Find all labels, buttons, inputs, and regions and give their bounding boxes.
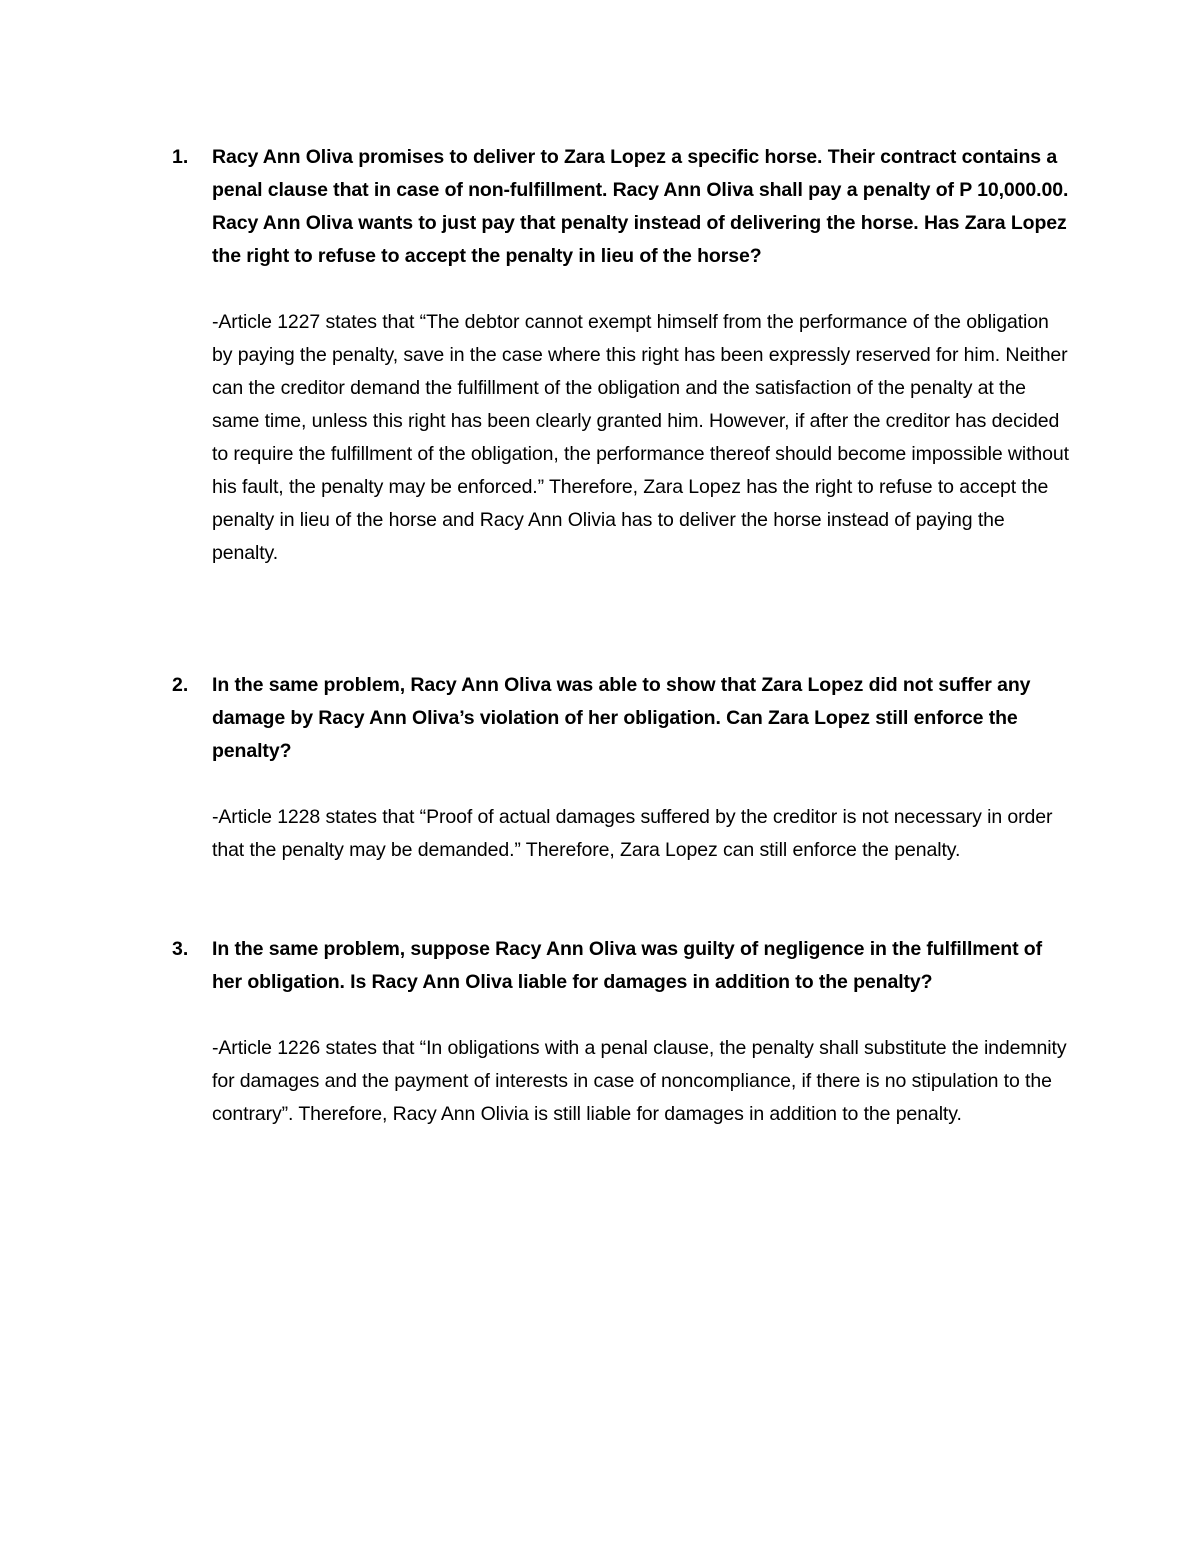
question-text: Racy Ann Oliva promises to deliver to Zara Lopez a specific horse. Their contract contains a penal clause that in case of non-fulfillment. Racy Ann Oliva shall pay a penalty of P 10,000.00. Racy Ann Oliva wants to just pay that penalty instead of delivering the horse. Has Zara Lopez the right to refuse to accept the penalty in lieu of the horse? bbox=[212, 146, 1069, 267]
question-text: In the same problem, suppose Racy Ann Oliva was guilty of negligence in the fulfillment of her obligation. Is Racy Ann Oliva liable for damages in addition to the penalty? bbox=[212, 938, 1042, 993]
qa-item-2 bbox=[172, 669, 1072, 867]
qa-item-3 bbox=[172, 933, 1072, 1131]
question-number: 2. bbox=[172, 674, 189, 696]
answer-text: -Article 1228 states that “Proof of actual damages suffered by the creditor is not necessary in order that the penalty may be demanded.” Therefore, Zara Lopez can still enforce the penalty. bbox=[212, 806, 1053, 861]
answer-text: -Article 1226 states that “In obligations with a penal clause, the penalty shall substitute the indemnity for damages and the payment of interests in case of noncompliance, if there is no stipulation to the contrary”. Therefore, Racy Ann Olivia is still liable for damages in addition to the penalty. bbox=[212, 1037, 1067, 1125]
question-text: In the same problem, Racy Ann Oliva was able to show that Zara Lopez did not suffer any damage by Racy Ann Oliva’s violation of her obligation. Can Zara Lopez still enforce the penalty? bbox=[212, 674, 1031, 762]
answer-text: -Article 1227 states that “The debtor cannot exempt himself from the performance of the obligation by paying the penalty, save in the case where this right has been expressly reserved for him. Neither can the creditor demand the fulfillment of the obligation and the satisfaction of the penalty at the same time, unless this right has been clearly granted him. However, if after the creditor has decided to require the fulfillment of the obligation, the performance thereof should become impossible without his fault, the penalty may be enforced.” Therefore, Zara Lopez has the right to refuse to accept the penalty in lieu of the horse and Racy Ann Olivia has to deliver the horse instead of paying the penalty. bbox=[212, 311, 1069, 564]
qa-item-1 bbox=[172, 141, 1072, 570]
question-number: 1. bbox=[172, 146, 189, 168]
question-number: 3. bbox=[172, 938, 189, 960]
